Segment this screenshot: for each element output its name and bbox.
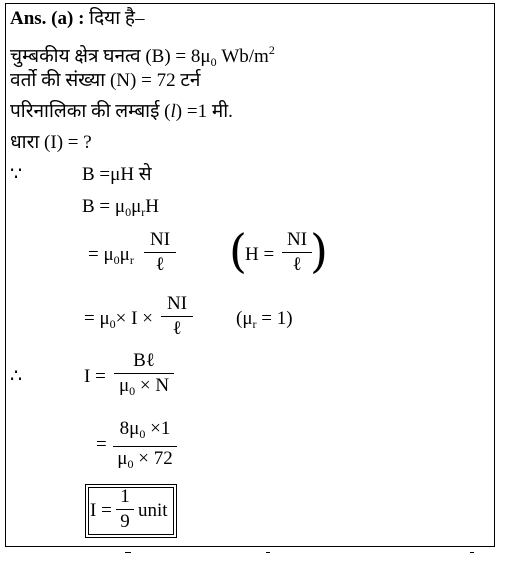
equals-sign: =	[96, 434, 107, 455]
step-2: $B = \mu_0\mu_rH$	[82, 196, 159, 219]
left-paren: (	[229, 224, 247, 278]
given-turns-line: वर्तो की संख्या (N) = 72 टर्न	[10, 70, 201, 91]
answer-header	[10, 8, 144, 30]
answer-label: Ans. (a) :	[10, 8, 85, 29]
step-4-lhs: = $\mu_0\times I$ ×	[84, 308, 153, 331]
given-text: दिया है–	[89, 8, 145, 29]
given-length-line: परिनालिका की लम्बाई (l) =1 मी.	[10, 101, 233, 122]
step-3-lhs: = $\mu_0\mu_r$	[88, 244, 134, 267]
h-definition-lhs: H =	[245, 244, 275, 265]
given-field-line: चुम्बकीय क्षेत्र घनत्व $(B) = 8\mu_0$ $Wb/m^2$	[10, 43, 275, 69]
fraction-bl-over-mu-n: Bℓ $\mu_0 \times N$	[114, 350, 174, 402]
i-equals: I =	[84, 366, 106, 387]
fraction-ni-over-l: NI ℓ	[144, 229, 176, 276]
mu-r-equals-one: $(\mu_r = 1)$	[236, 308, 293, 331]
final-fraction: 1 9	[116, 486, 134, 533]
final-unit: unit	[138, 500, 168, 521]
therefore-symbol: ∴	[10, 366, 23, 387]
cropped-text-mark	[125, 552, 131, 553]
fraction-h-definition: NI ℓ	[282, 229, 312, 276]
right-paren: )	[310, 224, 328, 278]
cropped-text-mark	[266, 552, 270, 553]
fraction-ni-over-l-2: NI ℓ	[161, 293, 193, 340]
cropped-text-mark	[470, 552, 474, 553]
step-1: B =μH से	[82, 164, 152, 185]
fraction-substituted: $8\mu_0 \times 1$ $\mu_0 \times 72$	[113, 418, 177, 475]
because-symbol: ∵	[10, 164, 23, 185]
final-i-equals: I =	[90, 500, 112, 521]
given-current-line: धारा (I) = ?	[10, 132, 92, 153]
